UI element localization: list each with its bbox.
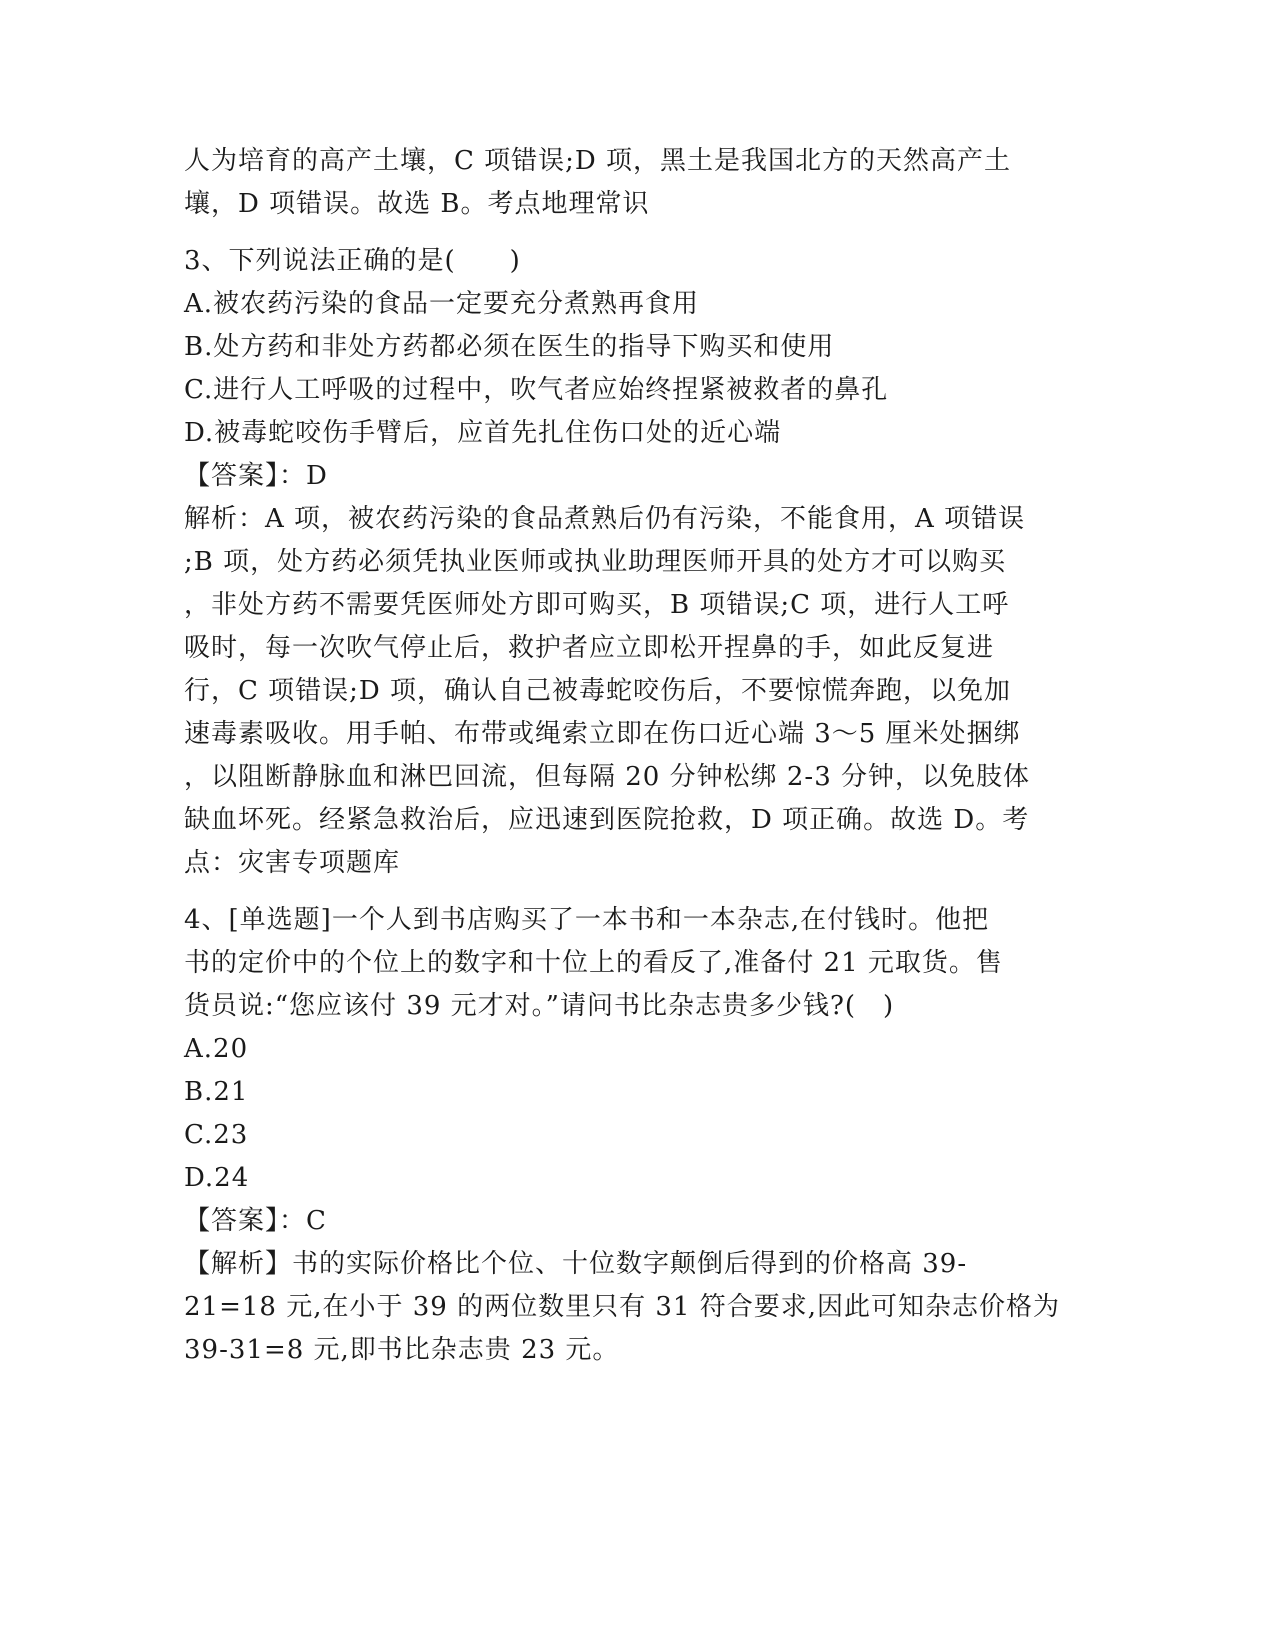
question-stem: 3、下列说法正确的是( ) [184,246,521,276]
analysis-line: 速毒素吸收。用手帕、布带或绳索立即在伤口近心端 3～5 厘米处捆绑 [184,719,1021,749]
analysis-line: 【解析】书的实际价格比个位、十位数字颠倒后得到的价格高 39- [184,1249,968,1279]
paragraph-gap [184,885,1084,899]
analysis-line: ;B 项，处方药必须凭执业医师或执业助理医师开具的处方才可以购买 [184,547,1007,577]
option-a: A.被农药污染的食品一定要充分煮熟再食用 [184,289,700,319]
option-a: A.20 [184,1034,249,1064]
answer: 【答案】：C [184,1206,327,1236]
answer: 【答案】：D [184,461,328,491]
analysis [184,498,1084,885]
analysis-line: 39-31=8 元,即书比杂志贵 23 元。 [184,1335,620,1365]
question-stem-line: 货员说:“您应该付 39 元才对。”请问书比杂志贵多少钱?( ) [184,991,895,1021]
previous-analysis-continuation [184,140,1084,226]
analysis-line: 21=18 元,在小于 39 的两位数里只有 31 符合要求,因此可知杂志价格为 [184,1292,1060,1322]
option-b: B.21 [184,1077,249,1107]
analysis-line: 吸时，每一次吹气停止后，救护者应立即松开捏鼻的手，如此反复进 [184,633,995,663]
question-3 [184,240,1084,885]
document-page [184,140,1084,1372]
analysis-line: ，以阻断静脉血和淋巴回流，但每隔 20 分钟松绑 2-3 分钟，以免肢体 [184,762,1031,792]
question-stem-line: 4、[单选题]一个人到书店购买了一本书和一本杂志,在付钱时。他把 [184,905,990,935]
analysis-line: 解析：A 项，被农药污染的食品煮熟后仍有污染，不能食用，A 项错误 [184,504,1026,534]
analysis-line: ，非处方药不需要凭医师处方即可购买，B 项错误;C 项，进行人工呼 [184,590,1010,620]
analysis-line: 行，C 项错误;D 项，确认自己被毒蛇咬伤后，不要惊慌奔跑，以免加 [184,676,1012,706]
analysis [184,1243,1084,1372]
analysis-line: 缺血坏死。经紧急救治后，应迅速到医院抢救，D 项正确。故选 D。考 [184,805,1030,835]
option-d: D.被毒蛇咬伤手臂后，应首先扎住伤口处的近心端 [184,418,782,448]
option-b: B.处方药和非处方药都必须在医生的指导下购买和使用 [184,332,835,362]
question-4 [184,899,1084,1372]
question-stem-line: 书的定价中的个位上的数字和十位上的看反了,准备付 21 元取货。售 [184,948,1003,978]
analysis-line: 点：灾害专项题库 [184,848,401,878]
option-d: D.24 [184,1163,250,1193]
option-c: C.23 [184,1120,249,1150]
text-line: 壤，D 项错误。故选 B。考点地理常识 [184,189,650,219]
text-line: 人为培育的高产土壤，C 项错误;D 项，黑土是我国北方的天然高产土 [184,146,1012,176]
option-c: C.进行人工呼吸的过程中，吹气者应始终捏紧被救者的鼻孔 [184,375,889,405]
paragraph-gap [184,226,1084,240]
